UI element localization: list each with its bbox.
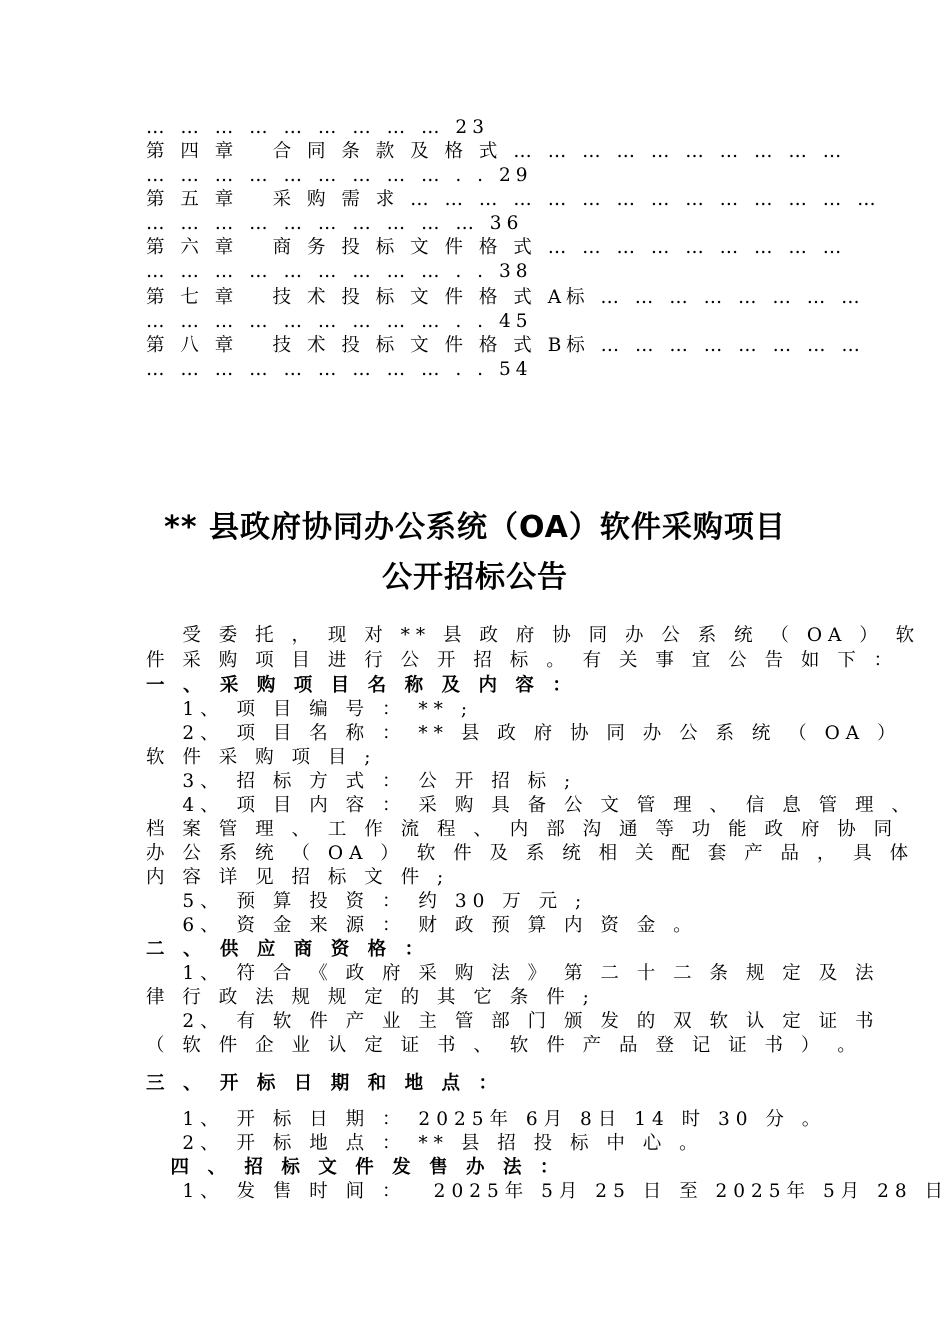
body-line: 软 件 采 购 项 目 ; bbox=[146, 747, 377, 768]
body-line: 件 采 购 项 目 进 行 公 开 招 标 。 有 关 事 宜 公 告 如 下 ： bbox=[146, 650, 899, 671]
body-line: 受 委 托 ， 现 对 ** 县 政 府 协 同 办 公 系 统 （ OA ） 软 bbox=[146, 625, 921, 646]
body-line: 办 公 系 统 （ OA ） 软 件 及 系 统 相 关 配 套 产 品 ， 具 体 bbox=[146, 843, 915, 864]
body-line: 2、 项 目 名 称 ： ** 县 政 府 协 同 办 公 系 统 （ OA ） bbox=[146, 723, 902, 744]
page-title: ** 县政府协同办公系统（OA）软件采购项目 bbox=[164, 510, 786, 545]
body-line: 1、 符 合 《 政 府 采 购 法 》 第 二 十 二 条 规 定 及 法 bbox=[146, 963, 880, 984]
body-line: 内 容 详 见 招 标 文 件 ; bbox=[146, 867, 450, 888]
toc-line: 第 四 章 合 同 条 款 及 格 式 … … … … … … … … … … bbox=[146, 141, 847, 162]
body-line: 律 行 政 法 规 规 定 的 其 它 条 件 ; bbox=[146, 987, 595, 1008]
section-heading: 二 、 供 应 商 资 格 ： bbox=[146, 939, 430, 960]
toc-line: … … … … … … … … … . . 29 bbox=[146, 165, 533, 186]
body-line: 3、 招 标 方 式 ： 公 开 招 标 ; bbox=[146, 771, 577, 792]
body-line: （ 软 件 企 业 认 定 证 书 、 软 件 产 品 登 记 证 书 ） 。 bbox=[146, 1035, 862, 1056]
body-line: 1、 项 目 编 号 ： ** ; bbox=[146, 699, 474, 720]
body-line: 4、 项 目 内 容 ： 采 购 具 备 公 文 管 理 、 信 息 管 理 、 bbox=[146, 795, 916, 816]
page-subtitle: 公开招标公告 bbox=[382, 560, 568, 595]
toc-line: … … … … … … … … … . . 38 bbox=[146, 261, 533, 282]
toc-line: … … … … … … … … … . . 54 bbox=[146, 359, 533, 380]
body-line: 2、 有 软 件 产 业 主 管 部 门 颁 发 的 双 软 认 定 证 书 bbox=[146, 1011, 880, 1032]
toc-line: 第 五 章 采 购 需 求 … … … … … … … … … … … … … … bbox=[146, 189, 881, 210]
body-line: 5、 预 算 投 资 ： 约 30 万 元 ; bbox=[146, 891, 588, 912]
toc-line: … … … … … … … … … … 36 bbox=[146, 213, 524, 234]
toc-line: 第 八 章 技 术 投 标 文 件 格 式 B标 … … … … … … … … bbox=[146, 335, 865, 356]
body-line: 档 案 管 理 、 工 作 流 程 、 内 部 沟 通 等 功 能 政 府 协 同 bbox=[146, 819, 899, 840]
body-line: 1、 发 售 时 间 ： 2025年 5月 25 日 至 2025年 5月 28 日 bbox=[146, 1181, 950, 1202]
toc-line: … … … … … … … … … 23 bbox=[146, 117, 489, 138]
section-heading: 四 、 招 标 文 件 发 售 办 法 ： bbox=[146, 1157, 565, 1178]
toc-line: … … … … … … … … … . . 45 bbox=[146, 311, 533, 332]
body-line: 2、 开 标 地 点 ： ** 县 招 投 标 中 心 。 bbox=[146, 1133, 704, 1154]
toc-line: 第 七 章 技 术 投 标 文 件 格 式 A标 … … … … … … … … bbox=[146, 287, 865, 308]
body-line: 1、 开 标 日 期 ： 2025年 6月 8日 14 时 30 分 。 bbox=[146, 1109, 827, 1130]
section-heading: 三 、 开 标 日 期 和 地 点 ： bbox=[146, 1073, 503, 1094]
body-line: 6、 资 金 来 源 ： 财 政 预 算 内 资 金 。 bbox=[146, 915, 698, 936]
section-heading: 一 、 采 购 项 目 名 称 及 内 容 ： bbox=[146, 675, 577, 696]
toc-line: 第 六 章 商 务 投 标 文 件 格 式 … … … … … … … … … bbox=[146, 237, 847, 258]
